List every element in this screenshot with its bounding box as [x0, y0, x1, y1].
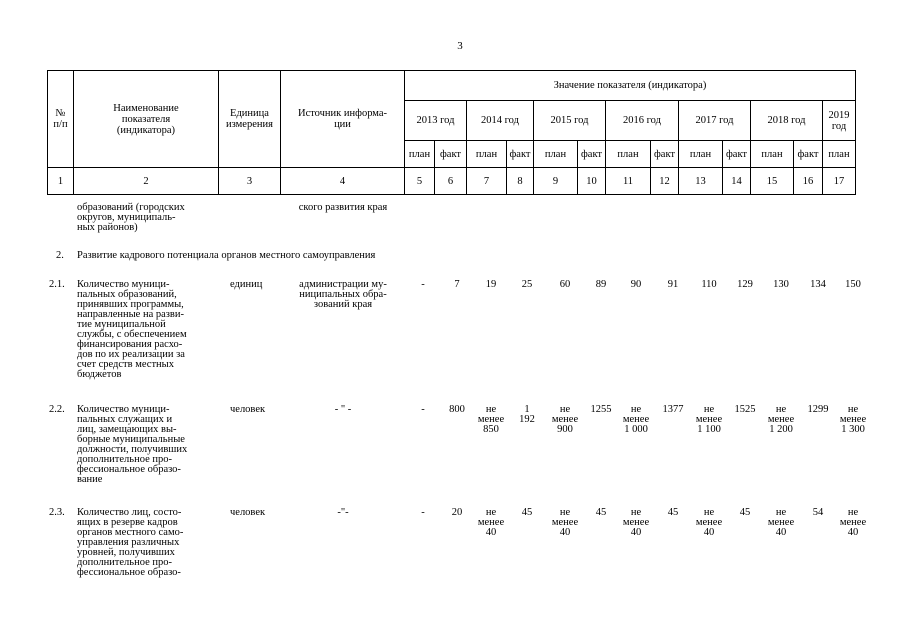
header-fact: факт — [507, 141, 534, 168]
column-number: 14 — [723, 168, 751, 195]
header-year-2017: 2017 год — [679, 101, 751, 141]
row-source: - " - — [334, 404, 352, 415]
column-number: 16 — [794, 168, 823, 195]
header-unit: Единица измерения — [219, 71, 281, 168]
header-source: Источник информа- ции — [281, 71, 405, 168]
value-cell: 90 — [630, 279, 642, 290]
value-cell: 91 — [667, 279, 679, 290]
value-cell: 134 — [810, 279, 826, 290]
value-cell: 45 — [739, 507, 751, 518]
header-plan: план — [751, 141, 794, 168]
header-plan: план — [823, 141, 856, 168]
column-number: 9 — [534, 168, 578, 195]
column-number: 6 — [435, 168, 467, 195]
column-number: 7 — [467, 168, 507, 195]
value-cell: 20 — [451, 507, 463, 518]
header-name: Наименование показателя (индикатора) — [74, 71, 219, 168]
value-cell: не менее 1 000 — [622, 404, 650, 435]
column-number: 12 — [651, 168, 679, 195]
row-name: Количество муници- пальных образований, принявших программы, направленные на разви- тие муниципальной службы, с обеспечением финансирования расхо- дов по их реализации за счет средств местных бюджетов — [77, 279, 187, 380]
value-cell: не менее 40 — [839, 507, 867, 538]
row-source: -"- — [337, 507, 349, 518]
header-plan: план — [534, 141, 578, 168]
header-fact: факт — [723, 141, 751, 168]
header-year-2019: 2019 год — [823, 101, 856, 141]
row-unit: единиц — [230, 279, 263, 290]
continuation-source: ского развития края — [298, 202, 388, 213]
value-cell: 800 — [449, 404, 465, 415]
column-number: 15 — [751, 168, 794, 195]
value-cell: 110 — [701, 279, 717, 290]
value-cell: 25 — [521, 279, 533, 290]
row-name: Количество лиц, состо- ящих в резерве кадров органов местного само- управления различных уровней, получивших дополнительное про- фессиональное образо- — [77, 507, 184, 578]
row-unit: человек — [230, 404, 266, 415]
row-number: 2.1. — [49, 279, 65, 290]
header-plan: план — [467, 141, 507, 168]
header-fact: факт — [435, 141, 467, 168]
row-source: администрации му- ниципальных обра- зований края — [299, 279, 387, 310]
value-cell: 150 — [845, 279, 861, 290]
value-cell: 1525 — [734, 404, 756, 415]
continuation-name: образований (городских округов, муниципаль- ных районов) — [77, 202, 185, 233]
column-number: 3 — [219, 168, 281, 195]
header-fact: факт — [578, 141, 606, 168]
value-cell: 45 — [521, 507, 533, 518]
section-number: 2. — [56, 250, 64, 261]
value-cell: 1377 — [662, 404, 684, 415]
row-number: 2.3. — [49, 507, 65, 518]
header-plan: план — [606, 141, 651, 168]
row-unit: человек — [230, 507, 266, 518]
value-cell: не менее 40 — [767, 507, 795, 538]
value-cell: 130 — [773, 279, 789, 290]
column-number: 11 — [606, 168, 651, 195]
value-cell: не менее 1 200 — [767, 404, 795, 435]
header-plan: план — [405, 141, 435, 168]
column-number: 17 — [823, 168, 856, 195]
value-cell: 129 — [737, 279, 753, 290]
value-cell: не менее 40 — [695, 507, 723, 538]
column-number: 2 — [74, 168, 219, 195]
row-number: 2.2. — [49, 404, 65, 415]
header-year-2016: 2016 год — [606, 101, 679, 141]
page-number: 3 — [457, 40, 463, 52]
column-number: 10 — [578, 168, 606, 195]
value-cell: не менее 40 — [551, 507, 579, 538]
value-cell: не менее 1 100 — [695, 404, 723, 435]
column-number: 1 — [48, 168, 74, 195]
value-cell: 1299 — [807, 404, 829, 415]
value-cell: не менее 900 — [551, 404, 579, 435]
column-number-row — [48, 168, 856, 195]
value-cell: не менее 1 300 — [839, 404, 867, 435]
value-cell: - — [421, 507, 425, 518]
column-number: 13 — [679, 168, 723, 195]
value-cell: 45 — [595, 507, 607, 518]
value-cell: 89 — [595, 279, 607, 290]
value-cell: 60 — [559, 279, 571, 290]
value-cell: 7 — [454, 279, 460, 290]
header-num: № п/п — [48, 71, 74, 168]
value-cell: 19 — [485, 279, 497, 290]
header-year-2014: 2014 год — [467, 101, 534, 141]
value-cell: 1 192 — [519, 404, 535, 425]
value-cell: - — [421, 404, 425, 415]
value-cell: 1255 — [590, 404, 612, 415]
section-title: Развитие кадрового потенциала органов местного самоуправления — [77, 250, 376, 261]
header-fact: факт — [794, 141, 823, 168]
row-name: Количество муници- пальных служащих и лиц, замещающих вы- борные муниципальные должности, получивших дополнительное про- фессиональное образо- вание — [77, 404, 188, 485]
header-year-2015: 2015 год — [534, 101, 606, 141]
value-cell: не менее 40 — [477, 507, 505, 538]
header-fact: факт — [651, 141, 679, 168]
value-cell: не менее 850 — [477, 404, 505, 435]
value-cell: не менее 40 — [622, 507, 650, 538]
value-cell: 45 — [667, 507, 679, 518]
column-number: 5 — [405, 168, 435, 195]
column-number: 4 — [281, 168, 405, 195]
column-number: 8 — [507, 168, 534, 195]
header-value: Значение показателя (индикатора) — [405, 71, 856, 101]
value-cell: - — [421, 279, 425, 290]
header-year-2018: 2018 год — [751, 101, 823, 141]
indicator-table-header — [47, 70, 856, 195]
value-cell: 54 — [812, 507, 824, 518]
header-plan: план — [679, 141, 723, 168]
header-year-2013: 2013 год — [405, 101, 467, 141]
